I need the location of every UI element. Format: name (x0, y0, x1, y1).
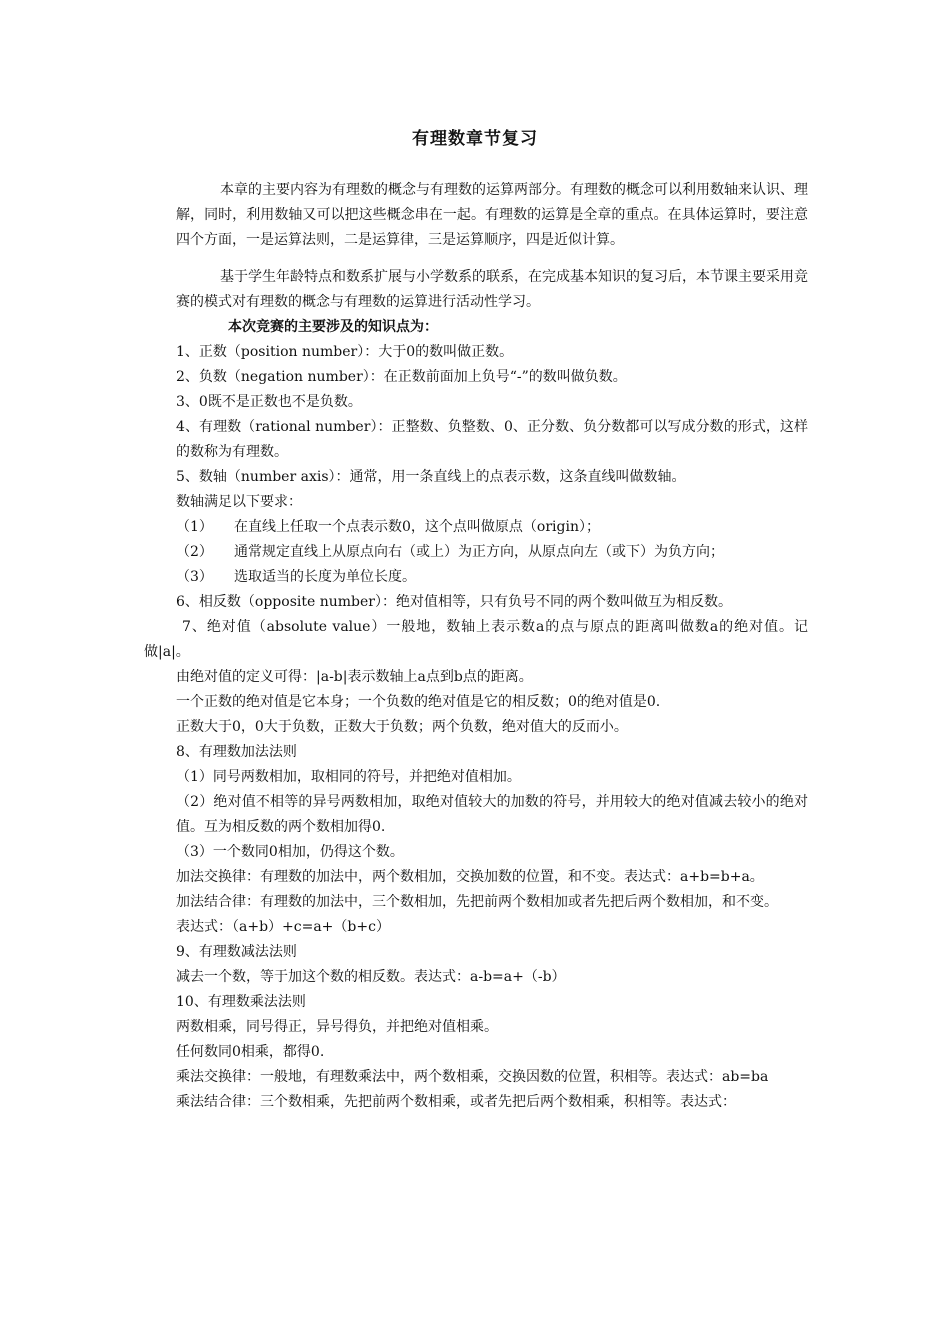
multiplication-commutative-law: 乘法交换律：一般地，有理数乘法中，两个数相乘，交换因数的位置，积相等。表达式：ab=ba (176, 1069, 769, 1085)
multiplication-rule-2: 任何数同0相乘，都得0. (176, 1044, 325, 1060)
axis-requirement-3 (176, 565, 808, 590)
knowledge-point-8: 8、有理数加法法则 (176, 744, 297, 760)
absolute-value-note-1: 由绝对值的定义可得：|a-b|表示数轴上a点到b点的距离。 (176, 669, 533, 685)
list-text: 在直线上任取一个点表示数0，这个点叫做原点（origin）； (234, 519, 600, 535)
knowledge-point-3: 3、0既不是正数也不是负数。 (176, 394, 362, 410)
list-number: （2） (176, 544, 213, 560)
subtraction-rule: 减去一个数，等于加这个数的相反数。表达式：a-b=a+（-b） (176, 969, 566, 985)
knowledge-point-10: 10、有理数乘法法则 (176, 994, 306, 1010)
list-number: （1） (176, 519, 213, 535)
intro-paragraph: 本章的主要内容为有理数的概念与有理数的运算两部分。有理数的概念可以利用数轴来认识、理解，同时，利用数轴又可以把这些概念串在一起。有理数的运算是全章的重点。在具体运算时，要注意四个方面，一是运算法则，二是运算律，三是运算顺序，四是近似计算。 (176, 182, 808, 248)
basis-paragraph: 基于学生年龄特点和数系扩展与小学数系的联系，在完成基本知识的复习后，本节课主要采用竞赛的模式对有理数的概念与有理数的运算进行活动性学习。 (176, 269, 808, 310)
list-text: 选取适当的长度为单位长度。 (234, 569, 416, 585)
absolute-value-note-3: 正数大于0，0大于负数，正数大于负数；两个负数，绝对值大的反而小。 (176, 719, 628, 735)
knowledge-point-6: 6、相反数（opposite number）：绝对值相等，只有负号不同的两个数叫做互为相反数。 (176, 594, 732, 610)
page-title: 有理数章节复习 (412, 129, 538, 149)
knowledge-point-7: 7、绝对值（absolute value）一般地，数轴上表示数a的点与原点的距离叫做数a的绝对值。记做|a|。 (144, 619, 808, 660)
document-body (144, 178, 808, 1115)
multiplication-rule-1: 两数相乘，同号得正，异号得负，并把绝对值相乘。 (176, 1019, 498, 1035)
knowledge-point-4: 4、有理数（rational number）：正整数、负整数、0、正分数、负分数都可以写成分数的形式，这样的数称为有理数。 (176, 419, 808, 460)
addition-rule-3: （3）一个数同0相加，仍得这个数。 (176, 844, 404, 860)
axis-requirement-1 (176, 515, 808, 540)
knowledge-point-2: 2、负数（negation number）：在正数前面加上负号“-”的数叫做负数。 (176, 369, 627, 385)
absolute-value-note-2: 一个正数的绝对值是它本身；一个负数的绝对值是它的相反数；0的绝对值是0. (176, 694, 661, 710)
section-heading: 本次竞赛的主要涉及的知识点为： (228, 319, 438, 335)
list-text: 通常规定直线上从原点向右（或上）为正方向，从原点向左（或下）为负方向； (234, 544, 724, 560)
axis-requirement-2 (176, 540, 808, 565)
addition-rule-1: （1）同号两数相加，取相同的符号，并把绝对值相加。 (176, 769, 521, 785)
multiplication-associative-law: 乘法结合律：三个数相乘，先把前两个数相乘，或者先把后两个数相乘，积相等。表达式： (176, 1094, 736, 1110)
addition-rule-2: （2）绝对值不相等的异号两数相加，取绝对值较大的加数的符号，并用较大的绝对值减去较小的绝对值。互为相反数的两个数相加得0. (176, 794, 808, 835)
addition-associative-law: 加法结合律：有理数的加法中，三个数相加，先把前两个数相加或者先把后两个数相加，和不变。 (176, 894, 778, 910)
axis-requirements-intro: 数轴满足以下要求： (176, 494, 302, 510)
knowledge-point-1: 1、正数（position number）：大于0的数叫做正数。 (176, 344, 514, 360)
addition-associative-expression: 表达式：（a+b）+c=a+（b+c） (176, 919, 390, 935)
knowledge-point-5: 5、数轴（number axis）：通常，用一条直线上的点表示数，这条直线叫做数轴。 (176, 469, 686, 485)
knowledge-point-9: 9、有理数减法法则 (176, 944, 297, 960)
list-number: （3） (176, 569, 213, 585)
addition-commutative-law: 加法交换律：有理数的加法中，两个数相加，交换加数的位置，和不变。表达式：a+b=b+a。 (176, 869, 764, 885)
